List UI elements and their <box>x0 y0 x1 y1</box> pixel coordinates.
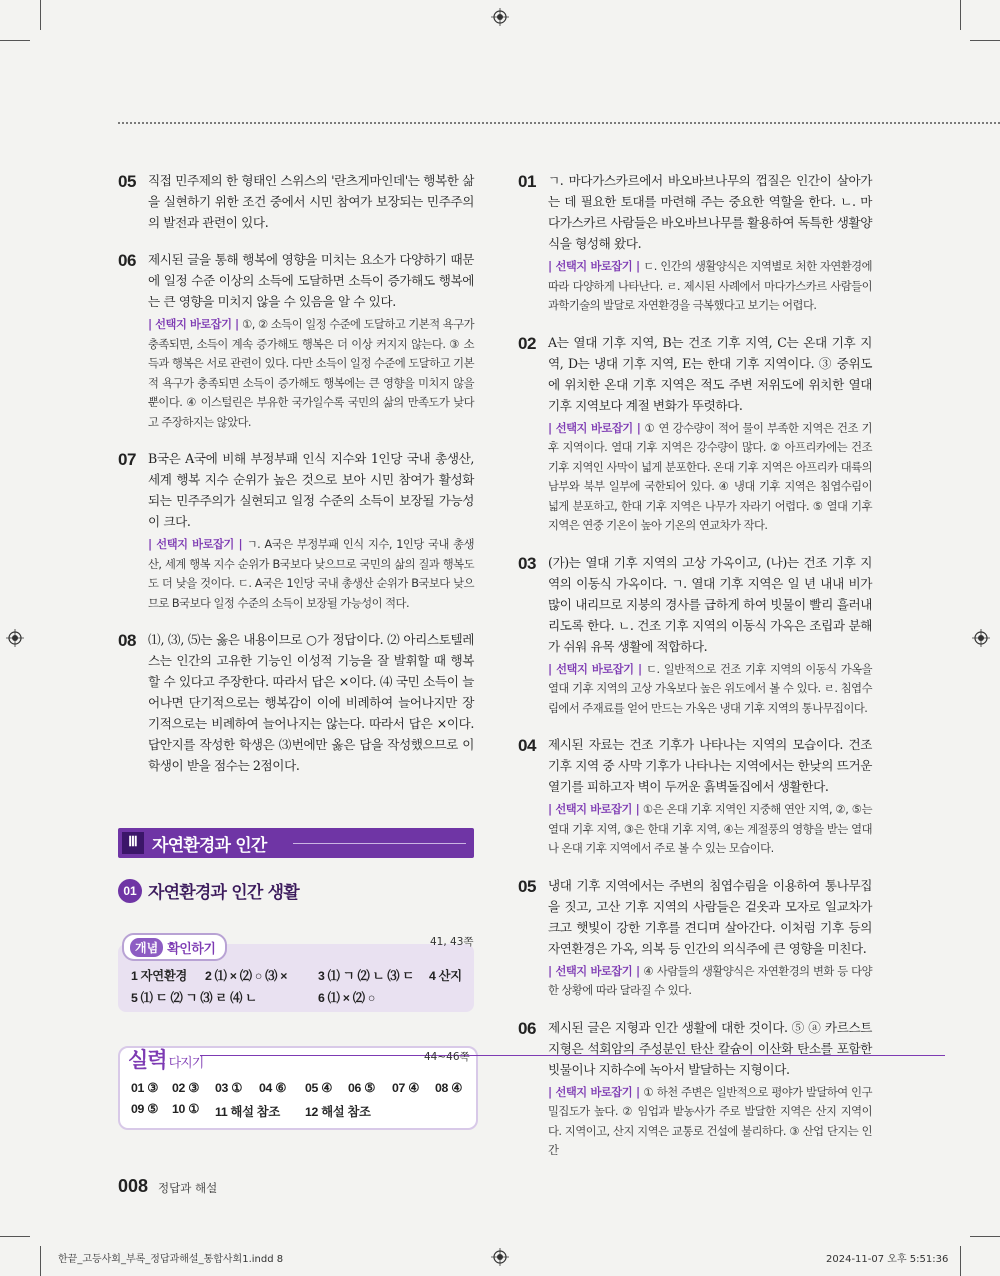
concept-answer: 4 산지 <box>429 969 462 983</box>
item-number: 01 <box>518 172 536 191</box>
registration-mark-icon <box>972 629 990 647</box>
skill-answer: 12 해설 참조 <box>305 1105 371 1119</box>
right-column <box>518 170 872 1177</box>
skill-answer: 11 해설 참조 <box>215 1105 280 1119</box>
item-text: 직접 민주제의 한 형태인 스위스의 '란츠게마인데'는 행복한 삶을 실현하기 위한 조건 중에서 시민 참여가 보장되는 민주주의의 발전과 관련이 있다. <box>148 173 474 230</box>
skill-answer: 05 ④ <box>305 1081 332 1095</box>
answer-item <box>118 448 474 613</box>
hint-text: ④ 사람들의 생활양식은 자연환경의 변화 등 다양한 상황에 따라 달라질 수 있다. <box>548 964 872 997</box>
hint-block <box>548 419 872 536</box>
hint-text: ㄷ. 일반적으로 건조 기후 지역의 이동식 가옥을 열대 기후 지역의 고상 가옥보다 높은 위도에서 볼 수 있다. ㄹ. 침엽수림에서 주재료를 얻어 만드는 가옥은 냉대 기후 지역의 통나무집이다. <box>548 662 872 715</box>
item-text: 제시된 글은 지형과 인간 생활에 대한 것이다. ⑤ ⓐ 카르스트 지형은 석회암의 주성분인 탄산 칼슘이 이산화 탄소를 포함한 빗물이나 지하수에 녹아서 발달하는 지형이다. <box>548 1019 872 1077</box>
section-header <box>118 828 474 858</box>
hint-label: | 선택지 바로잡기 | <box>548 803 643 816</box>
hint-text: ㄱ. A국은 부정부패 인식 지수, 1인당 국내 총생산, 세계 행복 지수 순위가 B국보다 낮으므로 국민의 삶의 질과 행복도도 더 낮을 것이다. ㄷ. A국은 1인당 국내 총생산 순위가 B국보다 낮으므로 B국보다 일정 수준의 소득이 보장될 가능성이 적다. <box>148 538 474 610</box>
subsection-title: 자연환경과 인간 생활 <box>148 883 299 903</box>
item-number: 03 <box>518 553 536 573</box>
hint-text: ①은 온대 기후 지역인 지중해 연안 지역, ②, ⑤는 열대 기후 지역, ③은 한대 기후 지역, ④는 계절풍의 영향을 받는 열대나 온대 기후 지역에서 주로 볼 수 있는 모습이다. <box>548 803 873 855</box>
skill-answer: 06 ⑤ <box>348 1081 375 1095</box>
concept-tag-rest: 확인하기 <box>167 941 216 957</box>
hint-label: | 선택지 바로잡기 | <box>548 964 644 978</box>
page-number: 008 <box>118 1176 149 1196</box>
item-text: B국은 A국에 비해 부정부패 인식 지수와 1인당 국내 총생산, 세계 행복 지수 순위가 높은 것으로 보아 시민 참여가 활성화되는 민주주의가 실현되고 일정 수준의 소득이 보장될 가능성이 크다. <box>148 451 474 529</box>
skill-answer: 01 ③ <box>131 1081 158 1095</box>
answer-item <box>518 875 872 1001</box>
concept-tag-strong: 개념 <box>130 938 163 957</box>
item-text: ㄱ. 마다가스카르에서 바오바브나무의 껍질은 인간이 살아가는 데 필요한 토대를 마련해 주는 중요한 역할을 한다. ㄴ. 마다가스카르 사람들은 바오바브나무를 활용하여 독특한 생활양식을 형성해 왔다. <box>548 173 872 251</box>
hint-block <box>548 257 872 316</box>
item-number: 04 <box>518 736 536 755</box>
answer-item <box>518 332 872 536</box>
subsection-number-badge: 01 <box>118 879 142 903</box>
slug-filename: 한끝_고등사회_부록_정답과해설_통합사회1.indd 8 <box>58 1254 284 1265</box>
concept-answer: 5 ⑴ ㄷ ⑵ ㄱ ⑶ ㄹ ⑷ ㄴ <box>131 991 257 1005</box>
hint-block <box>548 800 872 859</box>
item-text: A는 열대 기후 지역, B는 건조 기후 지역, C는 온대 기후 지역, D는 냉대 기후 지역, E는 한대 기후 지역이다. ③ 중위도에 위치한 온대 기후 지역은 적도 주변 저위도에 위치한 열대 기후 지역보다 계절 변화가 뚜렷하다. <box>548 334 872 413</box>
concept-answer: 3 ⑴ ㄱ ⑵ ㄴ ⑶ ㄷ <box>318 969 414 983</box>
registration-mark-icon <box>491 8 509 26</box>
answer-item <box>518 1017 872 1161</box>
section-roman-numeral: Ⅲ <box>122 832 144 854</box>
skill-answer: 08 ④ <box>435 1081 462 1095</box>
item-text: 냉대 기후 지역에서는 주변의 침엽수림을 이용하여 통나무집을 짓고, 고산 기후 지역의 사람들은 겉옷과 모자로 일교차가 크고 햇빛이 강한 기후를 견디며 살아간다. 이처럼 기후 등의 자연환경은 가옥, 의복 등 인간의 의식주에 큰 영향을 미친다. <box>548 877 872 956</box>
concept-pages: 41, 43쪽 <box>430 936 474 948</box>
hint-label: | 선택지 바로잡기 | <box>548 662 647 676</box>
hint-label: | 선택지 바로잡기 | <box>148 538 247 551</box>
skill-answer: 02 ③ <box>172 1081 199 1095</box>
item-text: (가)는 열대 기후 지역의 고상 가옥이고, (나)는 건조 기후 지역의 이동식 가옥이다. ㄱ. 열대 기후 지역은 일 년 내내 비가 많이 내리므로 지붕의 경사를 급하게 하여 빗물이 빨리 흘러내리도록 한다. ㄴ. 건조 기후 지역의 이동식 가옥은 조립과 분해가 쉬워 유목 생활에 적합하다. <box>548 554 872 654</box>
answer-item <box>518 734 872 859</box>
hint-text: ① 하천 주변은 일반적으로 평야가 발달하여 인구 밀집도가 높다. ② 임업과 밭농사가 주로 발달한 지역은 산지 지역이다. 지역이고, 산지 지역은 교통로 건설에 불리하다. ③ 산업 단지는 인간 <box>548 1085 872 1157</box>
footer-label: 정답과 해설 <box>158 1181 218 1195</box>
skill-answer: 03 ① <box>215 1081 242 1095</box>
header-dotted-rule <box>118 122 1000 124</box>
hint-block <box>548 962 872 1001</box>
answer-item <box>118 249 474 432</box>
item-number: 07 <box>118 450 136 469</box>
concept-check-tag <box>122 933 227 961</box>
skill-answer: 09 ⑤ <box>131 1102 158 1116</box>
hint-label: | 선택지 바로잡기 | <box>548 260 644 273</box>
item-number: 06 <box>118 251 136 270</box>
hint-block <box>548 660 872 719</box>
registration-mark-icon <box>6 629 24 647</box>
item-text: ⑴, ⑶, ⑸는 옳은 내용이므로 ○가 정답이다. ⑵ 아리스토텔레스는 인간의 고유한 기능인 이성적 기능을 잘 발휘할 때 행복할 수 있다고 주장한다. 따라서 답은 ×이다. ⑷ 국민 소득이 늘어나면 단기적으로는 행복감이 이에 비례하여 늘어나지만 장기적으로는 비례하여 늘어나지는 않는다. 따라서 답은 ×이다. 답안지를 작성한 학생은 ⑶번에만 옳은 답을 작성했으므로 이 학생이 받을 점수는 2점이다. <box>148 632 474 773</box>
section-title: 자연환경과 인간 <box>152 836 267 856</box>
item-number: 08 <box>118 631 136 650</box>
hint-text: ㄷ. 인간의 생활양식은 지역별로 처한 자연환경에 따라 다양하게 나타난다. ㄹ. 제시된 사례에서 마다가스카르 사람들이 과학기술의 발달로 자연환경을 극복했다고 보기는 어렵다. <box>548 260 873 312</box>
item-text: 제시된 글을 통해 행복에 영향을 미치는 요소가 다양하기 때문에 일정 수준 이상의 소득에 도달하면 소득이 증가해도 행복에는 큰 영향을 미치지 않을 수 있음을 알 수 있다. <box>148 252 474 309</box>
skill-tag: 실력 다지기 <box>128 1048 204 1072</box>
skill-pages: 44~46쪽 <box>424 1051 470 1063</box>
concept-answer: 2 ⑴ × ⑵ ○ ⑶ × <box>205 969 288 983</box>
concept-answer: 1 자연환경 <box>131 969 187 983</box>
item-number: 06 <box>518 1018 536 1038</box>
answer-item <box>518 552 872 719</box>
answer-item <box>118 629 474 776</box>
skill-answer: 10 ① <box>172 1102 199 1116</box>
hint-text: ① 연 강수량이 적어 물이 부족한 지역은 건조 기후 지역이다. 열대 기후 지역은 강수량이 많다. ② 아프리카에는 건조 기후 지역인 사막이 넓게 분포한다. 온대 기후 지역은 아프리카 대륙의 남부와 북부 일부에 국한되어 있다. ④ 냉대 기후 지역은 침엽수림이 넓게 분포하고, 한대 기후 지역은 나무가 자라기 어렵다. ⑤ 열대 기후 지역은 연중 기온이 높아 기온의 연교차가 작다. <box>548 421 872 532</box>
hint-block <box>548 1083 872 1161</box>
item-text: 제시된 자료는 건조 기후가 나타나는 지역의 모습이다. 건조 기후 지역 중 사막 기후가 나타나는 지역에서는 한낮의 뜨거운 열기를 피하고자 벽이 두꺼운 흙벽돌집에서 생활한다. <box>548 737 872 794</box>
item-number: 02 <box>518 333 536 353</box>
left-column <box>118 170 474 792</box>
hint-label: | 선택지 바로잡기 | <box>548 421 645 435</box>
skill-answer: 07 ④ <box>392 1081 419 1095</box>
hint-label: | 선택지 바로잡기 | <box>148 318 243 331</box>
hint-text: ①, ② 소득이 일정 수준에 도달하고 기본적 욕구가 충족되면, 소득이 계속 증가해도 행복은 더 이상 커지지 않는다. ③ 소득과 행복은 서로 관련이 있다. 다만 소득이 일정 수준에 도달하고 기본적 욕구가 충족되면 소득이 증가해도 행복에는 큰 영향을 미치지 않을 뿐이다. ④ 이스털린은 부유한 국가일수록 국민의 삶의 만족도가 낮다고 주장하지는 않았다. <box>148 318 475 429</box>
section-divider <box>293 843 466 844</box>
answer-item <box>118 170 474 233</box>
hint-block <box>148 315 474 432</box>
item-number: 05 <box>118 172 136 191</box>
slug-timestamp: 2024-11-07 오후 5:51:36 <box>826 1254 949 1265</box>
registration-mark-icon <box>491 1248 509 1266</box>
hint-block <box>148 535 474 613</box>
skill-answer: 04 ⑥ <box>259 1081 286 1095</box>
item-number: 05 <box>518 876 536 896</box>
answer-item <box>518 170 872 316</box>
hint-label: | 선택지 바로잡기 | <box>548 1085 644 1099</box>
concept-answer: 6 ⑴ × ⑵ ○ <box>318 991 376 1005</box>
